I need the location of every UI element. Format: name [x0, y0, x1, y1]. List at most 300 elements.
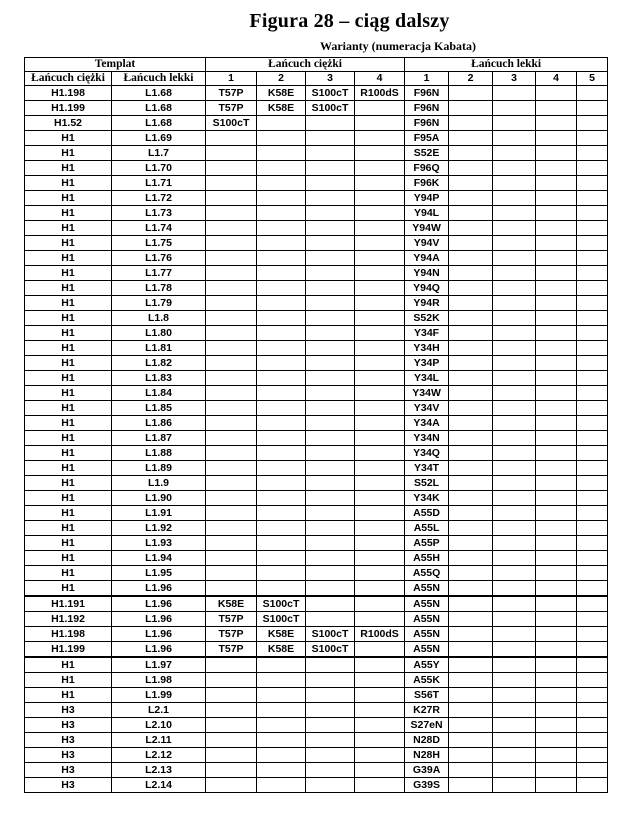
heavy-variant-cell: [257, 446, 306, 461]
heavy-variant-cell: [206, 657, 257, 673]
light-variant-cell: A55H: [405, 551, 449, 566]
light-variant-cell: A55N: [405, 642, 449, 658]
light-variant-cell: [449, 176, 493, 191]
heavy-variant-cell: [306, 718, 355, 733]
table-row: [25, 748, 608, 763]
light-variant-cell: [577, 326, 608, 341]
light-variant-cell: [577, 416, 608, 431]
heavy-variant-cell: [257, 356, 306, 371]
light-variant-cell: [449, 431, 493, 446]
light-variant-cell: A55Q: [405, 566, 449, 581]
light-variant-cell: [536, 296, 577, 311]
heavy-variant-cell: [257, 236, 306, 251]
light-variant-cell: [493, 612, 536, 627]
heavy-variant-cell: [306, 371, 355, 386]
light-template-cell: L1.86: [112, 416, 206, 431]
heavy-variant-cell: [355, 748, 405, 763]
heavy-variant-cell: [306, 703, 355, 718]
heavy-variant-cell: [206, 416, 257, 431]
heavy-variant-cell: [355, 176, 405, 191]
light-variant-cell: [536, 446, 577, 461]
heavy-variant-cell: [306, 581, 355, 597]
light-variant-cell: [536, 251, 577, 266]
table-row: [25, 476, 608, 491]
light-template-cell: L1.88: [112, 446, 206, 461]
heavy-template-cell: H1: [25, 161, 112, 176]
light-variant-cell: N28H: [405, 748, 449, 763]
heavy-variant-cell: [257, 536, 306, 551]
heavy-variant-cell: [257, 688, 306, 703]
light-variant-cell: [493, 326, 536, 341]
light-variant-cell: G39A: [405, 763, 449, 778]
light-variant-cell: [493, 763, 536, 778]
heavy-variant-cell: K58E: [257, 101, 306, 116]
heavy-variant-cell: [206, 521, 257, 536]
table-row: [25, 506, 608, 521]
light-variant-cell: [493, 281, 536, 296]
light-template-cell: L2.10: [112, 718, 206, 733]
table-row: [25, 627, 608, 642]
heavy-variant-cell: [306, 251, 355, 266]
heavy-variant-cell: [257, 551, 306, 566]
light-variant-cell: [536, 612, 577, 627]
light-template-cell: L2.12: [112, 748, 206, 763]
table-row: [25, 251, 608, 266]
heavy-template-cell: H1: [25, 566, 112, 581]
light-variant-cell: [536, 191, 577, 206]
heavy-template-cell: H1: [25, 191, 112, 206]
table-header: [25, 58, 608, 86]
light-variant-cell: Y94R: [405, 296, 449, 311]
light-variant-cell: F96Q: [405, 161, 449, 176]
heavy-template-cell: H1: [25, 206, 112, 221]
light-variant-cell: [493, 206, 536, 221]
light-template-cell: L1.93: [112, 536, 206, 551]
heavy-variant-cell: [257, 311, 306, 326]
light-variant-cell: [577, 251, 608, 266]
heavy-variant-cell: [355, 778, 405, 793]
light-variant-cell: [449, 566, 493, 581]
light-variant-cell: Y34L: [405, 371, 449, 386]
heavy-variant-cell: [355, 718, 405, 733]
light-variant-cell: [449, 236, 493, 251]
light-variant-cell: [536, 146, 577, 161]
light-variant-cell: [449, 688, 493, 703]
light-variant-cell: [577, 371, 608, 386]
heavy-variant-cell: [355, 251, 405, 266]
heavy-variant-cell: [355, 101, 405, 116]
heavy-variant-cell: [355, 461, 405, 476]
heavy-variant-cell: [206, 431, 257, 446]
light-variant-cell: [577, 266, 608, 281]
heavy-variant-cell: [206, 673, 257, 688]
light-variant-cell: [536, 266, 577, 281]
light-variant-cell: [449, 356, 493, 371]
heavy-template-cell: H1.52: [25, 116, 112, 131]
table-row: [25, 673, 608, 688]
heavy-variant-cell: [355, 311, 405, 326]
light-variant-cell: [536, 551, 577, 566]
light-variant-cell: A55K: [405, 673, 449, 688]
light-variant-cell: [449, 116, 493, 131]
light-variant-cell: [493, 657, 536, 673]
page-subtitle: Warianty (numeracja Kabata): [320, 39, 476, 53]
light-variant-cell: [536, 341, 577, 356]
light-variant-cell: [577, 341, 608, 356]
heavy-variant-cell: [257, 416, 306, 431]
heavy-variant-cell: [355, 116, 405, 131]
light-variant-cell: [493, 251, 536, 266]
heavy-variant-cell: [355, 521, 405, 536]
table-row: [25, 703, 608, 718]
heavy-variant-cell: [257, 386, 306, 401]
table-row: [25, 733, 608, 748]
heavy-variant-cell: [306, 131, 355, 146]
heavy-variant-cell: [257, 131, 306, 146]
light-template-cell: L1.94: [112, 551, 206, 566]
heavy-variant-cell: [206, 236, 257, 251]
header-row-columns: [25, 72, 608, 86]
heavy-variant-cell: [257, 778, 306, 793]
table-row: [25, 612, 608, 627]
table-row: [25, 778, 608, 793]
heavy-variant-cell: [306, 311, 355, 326]
heavy-variant-cell: [206, 311, 257, 326]
light-variant-cell: [536, 521, 577, 536]
heavy-template-cell: H1: [25, 521, 112, 536]
heavy-variant-cell: S100cT: [306, 642, 355, 658]
heavy-variant-cell: [257, 191, 306, 206]
light-template-cell: L1.72: [112, 191, 206, 206]
heavy-variant-cell: S100cT: [257, 596, 306, 612]
heavy-variant-cell: [306, 778, 355, 793]
table-row: [25, 551, 608, 566]
heavy-variant-cell: T57P: [206, 612, 257, 627]
templat-header: Templat: [25, 58, 206, 72]
light-variant-cell: [493, 386, 536, 401]
title-text: Figura 28 – ciąg dalszy: [249, 10, 450, 32]
heavy-template-cell: H1: [25, 176, 112, 191]
heavy-template-cell: H1: [25, 341, 112, 356]
light-variant-cell: [493, 748, 536, 763]
light-variant-cell: [449, 131, 493, 146]
heavy-variant-cell: [306, 236, 355, 251]
light-variant-cell: A55N: [405, 627, 449, 642]
light-variant-cell: [493, 446, 536, 461]
heavy-template-cell: H1: [25, 446, 112, 461]
light-variant-cell: [577, 596, 608, 612]
heavy-num-header: 3: [306, 72, 355, 86]
heavy-variant-cell: [206, 461, 257, 476]
heavy-template-cell: H3: [25, 748, 112, 763]
heavy-variant-cell: [206, 566, 257, 581]
heavy-variant-cell: [257, 703, 306, 718]
light-variant-cell: [536, 371, 577, 386]
light-variant-cell: Y94Q: [405, 281, 449, 296]
heavy-variant-cell: [306, 476, 355, 491]
light-variant-cell: [536, 596, 577, 612]
heavy-variant-cell: [355, 688, 405, 703]
table-row: [25, 688, 608, 703]
light-variant-cell: [493, 476, 536, 491]
heavy-variant-cell: [257, 221, 306, 236]
heavy-variant-cell: [257, 763, 306, 778]
light-variant-cell: [449, 191, 493, 206]
light-variant-cell: [536, 221, 577, 236]
light-variant-cell: [449, 506, 493, 521]
heavy-variant-cell: [206, 703, 257, 718]
heavy-variant-cell: [355, 446, 405, 461]
light-variant-cell: [493, 146, 536, 161]
heavy-variant-cell: [257, 673, 306, 688]
light-variant-cell: [536, 642, 577, 658]
light-variant-cell: [493, 733, 536, 748]
light-variant-cell: [493, 311, 536, 326]
heavy-variant-cell: [257, 296, 306, 311]
heavy-template-cell: H1: [25, 266, 112, 281]
light-variant-cell: Y94P: [405, 191, 449, 206]
heavy-template-cell: H1: [25, 491, 112, 506]
light-template-cell: L1.81: [112, 341, 206, 356]
heavy-variant-cell: [206, 146, 257, 161]
light-variant-cell: [493, 536, 536, 551]
light-variant-cell: [536, 778, 577, 793]
light-variant-cell: [493, 581, 536, 597]
heavy-variant-cell: [257, 476, 306, 491]
light-template-cell: L1.9: [112, 476, 206, 491]
table-row: [25, 431, 608, 446]
table-row: [25, 521, 608, 536]
heavy-variant-cell: [355, 146, 405, 161]
light-variant-cell: A55N: [405, 581, 449, 597]
light-variant-cell: [536, 326, 577, 341]
light-variant-cell: [493, 86, 536, 101]
heavy-variant-cell: [306, 221, 355, 236]
table-row: [25, 101, 608, 116]
light-variant-cell: S52K: [405, 311, 449, 326]
light-variant-cell: [449, 86, 493, 101]
light-variant-cell: [449, 296, 493, 311]
light-variant-cell: Y34F: [405, 326, 449, 341]
heavy-variant-cell: [355, 356, 405, 371]
heavy-variant-cell: K58E: [257, 86, 306, 101]
light-variant-cell: [493, 416, 536, 431]
light-variant-cell: [577, 521, 608, 536]
heavy-variant-cell: [257, 371, 306, 386]
light-template-cell: L1.95: [112, 566, 206, 581]
heavy-variant-cell: [206, 581, 257, 597]
heavy-variant-cell: [257, 206, 306, 221]
light-variant-cell: [536, 311, 577, 326]
heavy-template-cell: H1: [25, 401, 112, 416]
light-variant-cell: [577, 221, 608, 236]
heavy-variant-cell: [257, 326, 306, 341]
heavy-variant-cell: [257, 657, 306, 673]
light-variant-cell: [577, 718, 608, 733]
heavy-variant-cell: [306, 612, 355, 627]
light-variant-cell: [449, 581, 493, 597]
light-variant-cell: [449, 446, 493, 461]
light-variant-cell: Y94L: [405, 206, 449, 221]
heavy-variant-cell: [257, 431, 306, 446]
heavy-variant-cell: [355, 551, 405, 566]
light-variant-cell: [449, 146, 493, 161]
light-variant-cell: [577, 86, 608, 101]
light-variant-cell: [536, 536, 577, 551]
table-row: [25, 266, 608, 281]
light-variant-cell: Y34Q: [405, 446, 449, 461]
light-template-cell: L1.68: [112, 101, 206, 116]
heavy-template-cell: H1: [25, 296, 112, 311]
heavy-variant-cell: S100cT: [306, 86, 355, 101]
heavy-variant-cell: [306, 296, 355, 311]
light-variant-cell: [536, 116, 577, 131]
heavy-variant-cell: [206, 778, 257, 793]
light-variant-cell: [577, 401, 608, 416]
table-row: [25, 581, 608, 597]
light-variant-cell: [449, 311, 493, 326]
heavy-variant-cell: [355, 326, 405, 341]
light-variant-cell: [493, 356, 536, 371]
heavy-variant-cell: [306, 416, 355, 431]
heavy-variant-cell: [306, 146, 355, 161]
light-template-cell: L1.69: [112, 131, 206, 146]
heavy-template-cell: H1: [25, 371, 112, 386]
heavy-template-cell: H1: [25, 536, 112, 551]
light-variant-cell: [577, 612, 608, 627]
heavy-variant-cell: [257, 251, 306, 266]
light-template-cell: L2.13: [112, 763, 206, 778]
heavy-variant-cell: [306, 116, 355, 131]
heavy-variant-cell: [206, 763, 257, 778]
heavy-variant-cell: [355, 161, 405, 176]
heavy-template-cell: H1: [25, 476, 112, 491]
heavy-variant-cell: [206, 733, 257, 748]
heavy-variant-cell: [206, 371, 257, 386]
heavy-template-cell: H1.191: [25, 596, 112, 612]
heavy-variant-cell: S100cT: [257, 612, 306, 627]
heavy-variant-cell: [306, 733, 355, 748]
light-variant-cell: [536, 581, 577, 597]
light-variant-cell: [577, 386, 608, 401]
heavy-variant-cell: [257, 581, 306, 597]
heavy-variant-cell: [206, 688, 257, 703]
heavy-variant-cell: [306, 566, 355, 581]
heavy-variant-cell: [306, 506, 355, 521]
table-row: [25, 566, 608, 581]
light-template-cell: L1.79: [112, 296, 206, 311]
light-variant-cell: [493, 266, 536, 281]
light-variant-cell: [449, 476, 493, 491]
heavy-variant-cell: [306, 521, 355, 536]
light-variant-cell: [493, 101, 536, 116]
light-variant-cell: [536, 703, 577, 718]
light-template-cell: L1.96: [112, 581, 206, 597]
light-variant-cell: [536, 476, 577, 491]
heavy-variant-cell: [206, 446, 257, 461]
light-variant-cell: [536, 461, 577, 476]
heavy-variant-cell: S100cT: [206, 116, 257, 131]
light-template-cell: L1.76: [112, 251, 206, 266]
light-variant-cell: [536, 101, 577, 116]
light-variant-cell: F96K: [405, 176, 449, 191]
light-variant-cell: [577, 566, 608, 581]
heavy-variant-cell: [306, 401, 355, 416]
heavy-template-cell: H3: [25, 778, 112, 793]
heavy-template-cell: H1: [25, 281, 112, 296]
light-variant-cell: [449, 763, 493, 778]
light-variant-cell: F96N: [405, 86, 449, 101]
table-row: [25, 146, 608, 161]
heavy-chain-column-header: Łańcuch ciężki: [25, 72, 112, 86]
light-num-header: 5: [577, 72, 608, 86]
heavy-variant-cell: [306, 491, 355, 506]
light-template-cell: L1.77: [112, 266, 206, 281]
light-variant-cell: F96N: [405, 101, 449, 116]
heavy-template-cell: H1.198: [25, 627, 112, 642]
heavy-variant-cell: [257, 341, 306, 356]
light-template-cell: L1.80: [112, 326, 206, 341]
light-template-cell: L1.78: [112, 281, 206, 296]
light-variant-cell: [577, 176, 608, 191]
light-template-cell: L1.83: [112, 371, 206, 386]
light-variant-cell: [493, 116, 536, 131]
table-row: [25, 386, 608, 401]
heavy-template-cell: H1: [25, 551, 112, 566]
heavy-variant-cell: K58E: [257, 642, 306, 658]
heavy-variant-cell: [206, 341, 257, 356]
heavy-variant-cell: [257, 748, 306, 763]
light-variant-cell: [577, 748, 608, 763]
light-template-cell: L2.11: [112, 733, 206, 748]
page-title: [0, 10, 623, 33]
light-variant-cell: [493, 688, 536, 703]
light-variant-cell: [536, 386, 577, 401]
light-variant-cell: [493, 341, 536, 356]
heavy-variant-cell: [355, 281, 405, 296]
heavy-variant-cell: [206, 401, 257, 416]
light-variant-cell: [577, 688, 608, 703]
light-variant-cell: Y34V: [405, 401, 449, 416]
light-variant-cell: [493, 401, 536, 416]
heavy-variant-cell: [306, 673, 355, 688]
light-variant-cell: [449, 221, 493, 236]
light-variant-cell: [577, 131, 608, 146]
heavy-variant-cell: [257, 401, 306, 416]
heavy-template-cell: H1: [25, 146, 112, 161]
table-row: [25, 536, 608, 551]
light-variant-cell: N28D: [405, 733, 449, 748]
light-template-cell: L1.68: [112, 86, 206, 101]
light-variant-cell: [577, 161, 608, 176]
light-variant-cell: [577, 356, 608, 371]
heavy-variant-cell: [257, 461, 306, 476]
light-variant-cell: [493, 596, 536, 612]
light-variant-cell: [493, 371, 536, 386]
light-variant-cell: [493, 673, 536, 688]
heavy-variant-cell: [355, 431, 405, 446]
light-variant-cell: [577, 431, 608, 446]
light-num-header: 3: [493, 72, 536, 86]
heavy-variant-cell: [306, 461, 355, 476]
light-num-header: 4: [536, 72, 577, 86]
light-variant-cell: [536, 491, 577, 506]
heavy-variant-cell: [306, 763, 355, 778]
light-chain-column-header: Łańcuch lekki: [112, 72, 206, 86]
heavy-variant-cell: R100dS: [355, 627, 405, 642]
light-template-cell: L1.89: [112, 461, 206, 476]
light-template-cell: L1.70: [112, 161, 206, 176]
